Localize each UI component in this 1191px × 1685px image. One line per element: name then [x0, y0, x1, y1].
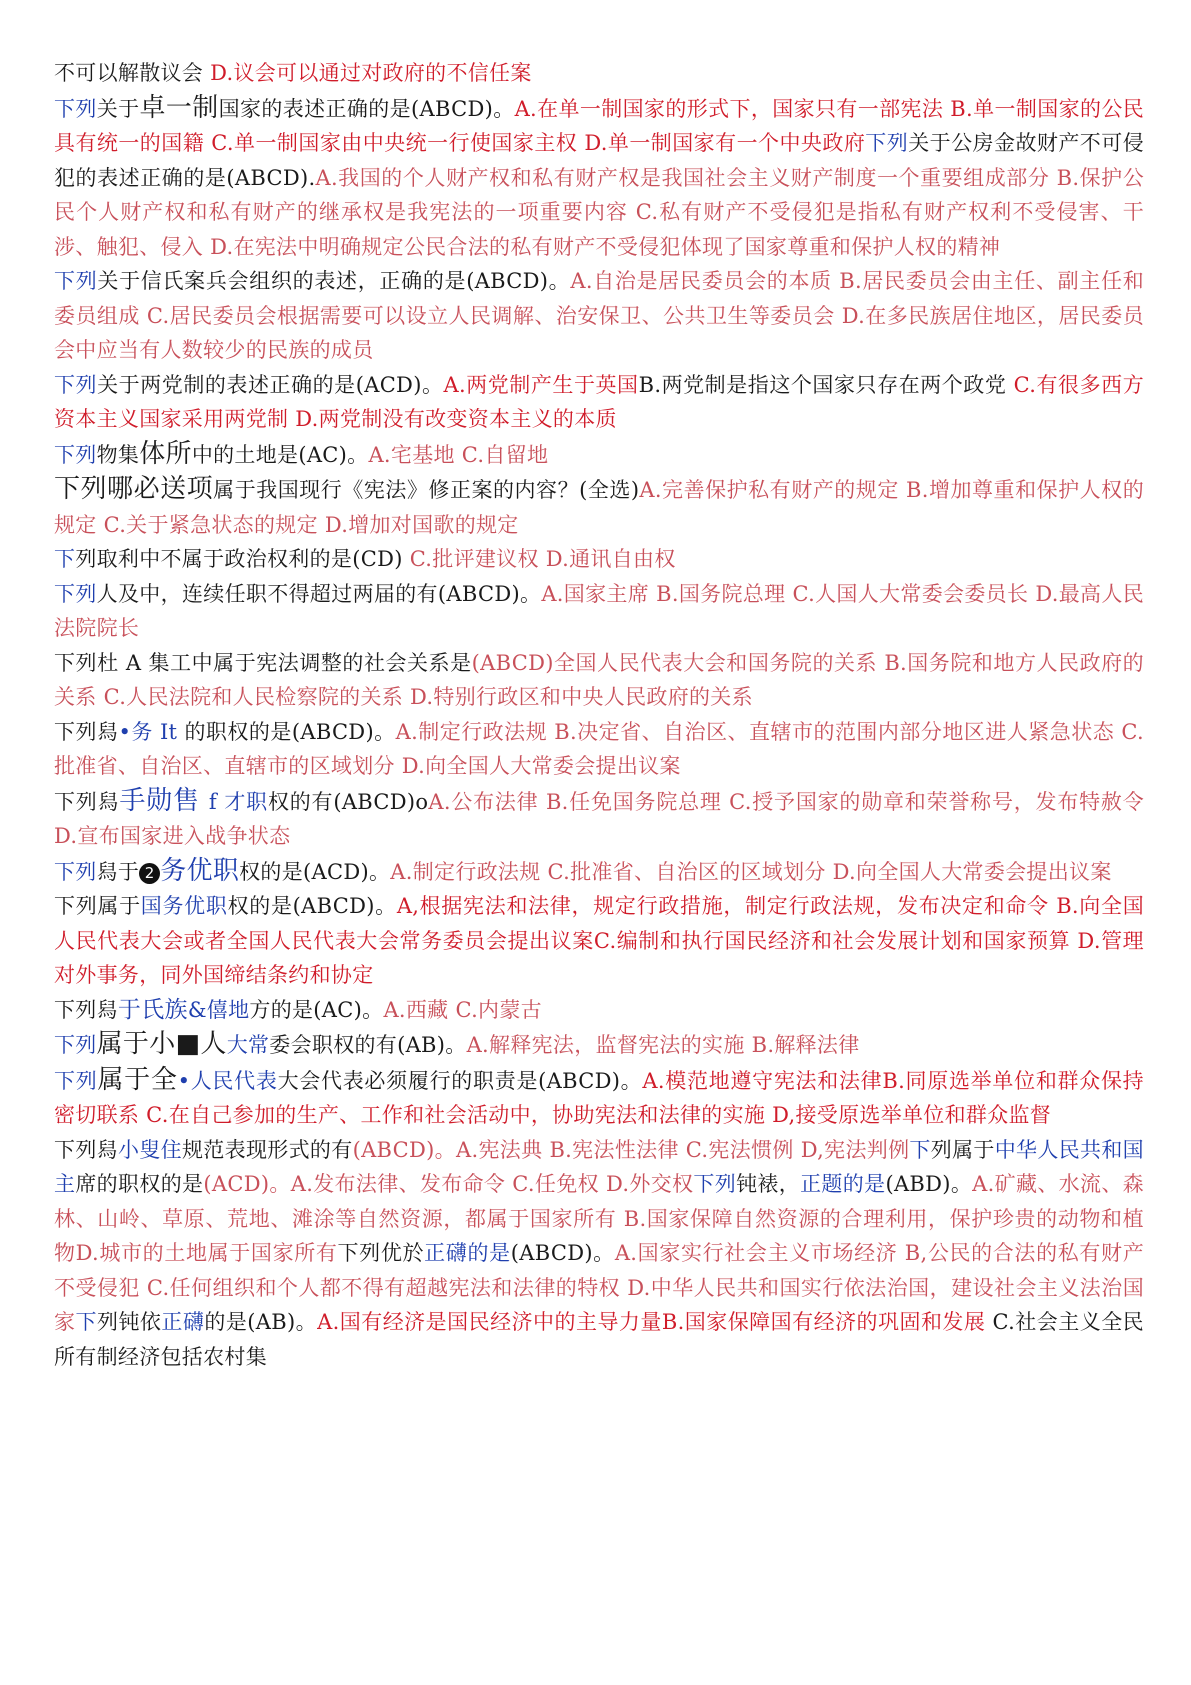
- text-run: 下列: [693, 1172, 737, 1196]
- question-paragraph: [54, 784, 1144, 854]
- text-run: A.国有经济是国民经济中的主导力量B.国家保障国有经济的巩固和发展: [317, 1310, 986, 1334]
- question-paragraph: [54, 715, 1144, 784]
- text-run: C.批评建议权 D.通讯自由权: [409, 547, 676, 571]
- question-paragraph: [54, 993, 1144, 1028]
- text-run: 属于全: [97, 1064, 178, 1095]
- question-paragraph: [54, 889, 1144, 993]
- text-run: 属于小■人: [96, 1029, 227, 1059]
- text-run: 中的土地是(AC)。: [191, 442, 369, 467]
- text-run: 大会代表必须履行的职责是(ABCD)。: [277, 1068, 643, 1093]
- text-run: A.制定行政法规 B.决定省、自治区、直辖市的范围内部分地区进人紧急状态 C.批准省、自治区、直辖市的区域划分 D.向全国人大常委会提出议案: [54, 719, 1144, 778]
- text-run: 下列舄: [54, 997, 118, 1022]
- text-run: A.制定行政法规 C.批准省、自治区的区域划分 D.向全国人大常委会提出议案: [390, 859, 1112, 884]
- text-run: A.我国的个人财产权和私有财产权是我国社会主义财产制度一个重要组成部分 B.保护公民个人财产权和私有财产的继承权是我宪法的一项重要内容 C.私有财产不受侵犯是指私有财产权利不受侵害、干涉、触犯、侵入 D.在宪法中明确规定公民合法的私有财产不受侵犯体现了国家尊重和保护人权的精神: [54, 165, 1145, 259]
- question-paragraph: [54, 91, 1144, 265]
- text-run: 人及中，连续任职不得超过两届的有(ABCD)。: [96, 581, 542, 606]
- text-run: 下列: [54, 269, 98, 293]
- number-badge: 2: [139, 863, 160, 884]
- text-run: 正礴的是: [424, 1241, 511, 1265]
- text-run: C.社会主义全民所有制经济包括农村集: [54, 1310, 1144, 1369]
- text-run: 下列: [54, 859, 97, 884]
- text-run: A.宅基地 C.自留地: [368, 442, 549, 467]
- text-run: 下列: [54, 372, 98, 397]
- text-run: A.国家主席 B.国务院总理 C.人国人大常委会委员长 D.最高人民法院院长: [54, 581, 1144, 640]
- text-run: 手勋售: [119, 785, 209, 816]
- text-run: A.西藏 C.内蒙古: [383, 997, 542, 1022]
- document-page: [54, 56, 1144, 1374]
- text-run: 于氏族: [117, 996, 188, 1023]
- text-run: 下列: [54, 1033, 97, 1057]
- text-run: &僖地: [187, 997, 250, 1022]
- question-paragraph: [54, 542, 1144, 577]
- text-run: 正题的是: [800, 1172, 886, 1196]
- text-run: A.模范地遵守宪法和法律B.同原选举单位和群众保持密切联系 C.在自己参加的生产、工作和社会活动中，协助宪法和法律的实施 D,接受原选举单位和群众监督: [54, 1068, 1144, 1127]
- text-run: 的职权的是(ABCD)。: [184, 719, 396, 744]
- text-run: D.议会可以通过对政府的不信任案: [210, 61, 532, 85]
- text-run: 下列属于: [54, 894, 141, 918]
- text-run: A.两党制产生于英国: [443, 372, 639, 397]
- text-run: 席的职权的是: [75, 1172, 204, 1196]
- question-paragraph: [54, 1027, 1144, 1063]
- text-run: 体所: [139, 438, 192, 469]
- text-run: 权的有(ABCD)o: [267, 789, 429, 814]
- text-run: A.完善保护私有财产的规定 B.增加尊重和保护人权的规定 C.关于紧急状态的规定 D.增加对国歌的规定: [54, 478, 1145, 537]
- question-paragraph: [54, 437, 1144, 473]
- text-run: 正礴: [161, 1310, 205, 1334]
- text-run: 下列舄: [54, 1137, 118, 1162]
- text-run: (ABD)。: [885, 1172, 973, 1196]
- text-run: 不可以解散议会: [54, 61, 211, 85]
- text-run: 钝裱，: [736, 1172, 801, 1196]
- text-run: 下列: [865, 131, 909, 155]
- text-run: 下: [54, 547, 76, 571]
- text-run: (ACD)。A.发布法律、发布命令 C.任免权 D.外交权: [203, 1172, 694, 1196]
- question-paragraph: [54, 854, 1144, 890]
- text-run: 关于信氏案兵会组织的表述，正确的是(ABCD)。: [97, 269, 571, 293]
- text-run: 下列舄: [54, 789, 120, 814]
- text-run: 小叟住: [117, 1137, 182, 1162]
- text-run: 大常: [226, 1033, 270, 1057]
- question-paragraph: [54, 264, 1144, 368]
- text-run: 属于我国现行《宪法》修正案的内容？(全选): [213, 478, 640, 502]
- text-run: 下列优於: [337, 1241, 425, 1265]
- text-run: 下列: [54, 581, 97, 606]
- text-run: 规范表现形式的有: [181, 1137, 353, 1162]
- text-run: (ABCD)全国人民代表大会和国务院的关系 B.国务院和地方人民政府的关系 C.人民法院和人民检察院的关系 D.特别行政区和中央人民政府的关系: [54, 650, 1144, 709]
- question-paragraph: [54, 368, 1144, 437]
- question-paragraph: [54, 1133, 1144, 1375]
- text-run: 列钝依: [96, 1310, 162, 1334]
- text-run: A.解释宪法，监督宪法的实施 B.解释法律: [466, 1033, 860, 1057]
- text-run: 务优职: [160, 855, 240, 886]
- text-run: A.国家实行社会主义市场经济 B,公民的合法的私有财产不受侵犯 C.任何组织和个人都不得有超越宪法和法律的特权 D.中华人民共和国实行依法治国，建设社会主义法治国家: [54, 1241, 1144, 1334]
- text-run: 委会职权的有(AB)。: [269, 1033, 467, 1057]
- text-run: A.自治是居民委员会的本质 B.居民委员会由主任、副主任和委员组成 C.居民委员会根据需要可以设立人民调解、治安保卫、公共卫生等委员会 D.在多民族居住地区，居民委员会中应当有人数较少的民族的成员: [54, 269, 1144, 362]
- text-run: 关于: [96, 96, 140, 121]
- text-run: A.公布法律 B.任免国务院总理 C.授予国家的勋章和荣誉称号，发布特赦令 D.宣布国家进入战争状态: [54, 789, 1145, 848]
- text-run: 下: [75, 1310, 97, 1334]
- question-paragraph: [54, 1063, 1144, 1133]
- question-paragraph: [54, 646, 1144, 715]
- text-run: 国家的表述正确的是(ABCD)。: [218, 96, 515, 121]
- text-run: A.矿藏、水流、森林、山岭、草原、荒地、滩涂等自然资源，都属于国家所有 B.国家保障自然资源的合理利用，保护珍贵的动物和植物D.城市的土地属于国家所有: [54, 1172, 1144, 1265]
- text-run: 中华人民共和国主: [54, 1137, 1144, 1196]
- text-run: 下: [909, 1137, 931, 1162]
- text-run: B.两党制是指这个国家只存在两个政党: [638, 372, 1014, 397]
- text-run: 列属于: [930, 1137, 995, 1162]
- text-run: •人民代表: [177, 1068, 278, 1093]
- text-run: A.在单一制国家的形式下，国家只有一部宪法 B.单一制国家的公民具有统一的国籍 C.单一制国家由中央统一行使国家主权 D.单一制国家有一个中央政府: [54, 96, 1145, 155]
- text-run: 物集: [96, 442, 140, 467]
- text-run: 关于公房金故财产不可侵犯的表述正确的是(ABCD).: [54, 131, 1144, 190]
- text-run: 下列舄: [54, 719, 119, 744]
- question-paragraph: [54, 577, 1144, 646]
- text-run: 关于两党制的表述正确的是(ACD)。: [97, 372, 444, 397]
- text-run: 下列: [54, 96, 97, 121]
- text-run: 下列: [54, 1068, 98, 1093]
- text-run: 方的是(AC)。: [249, 997, 384, 1022]
- question-paragraph: [54, 56, 1144, 91]
- text-run: 下列: [54, 442, 97, 467]
- text-run: C.有很多西方资本主义国家采用两党制 D.两党制没有改变资本主义的本质: [54, 372, 1144, 431]
- text-run: 列取利中不属于政治权利的是(CD): [75, 547, 410, 571]
- text-run: 下列杜 A 集工中属于宪法调整的社会关系是: [54, 650, 472, 675]
- text-run: 权的是(ACD)。: [239, 859, 391, 884]
- question-paragraph: [54, 472, 1144, 542]
- text-run: (ABCD)。A.宪法典 B.宪法性法律 C.宪法惯例 D,宪法判例: [352, 1137, 910, 1162]
- text-run: 卓一制: [139, 92, 219, 123]
- text-run: f 才职: [208, 789, 268, 814]
- text-run: A,根据宪法和法律，规定行政措施，制定行政法规，发布决定和命令 B.向全国人民代表大会或者全国人民代表大会常务委员会提出议案C.编制和执行国民经济和社会发展计划和国家预算 D.管理对外事务，同外国缔结条约和协定: [54, 894, 1144, 987]
- text-run: (ABCD)。: [510, 1241, 615, 1265]
- text-run: 的是(AB)。: [204, 1310, 318, 1334]
- text-run: 权的是(ABCD)。: [227, 894, 397, 918]
- text-run: 舄于: [96, 859, 140, 884]
- text-run: •务 It: [118, 719, 185, 744]
- text-run: 国务优职: [140, 894, 228, 918]
- text-run: 下列哪必送项: [54, 474, 214, 504]
